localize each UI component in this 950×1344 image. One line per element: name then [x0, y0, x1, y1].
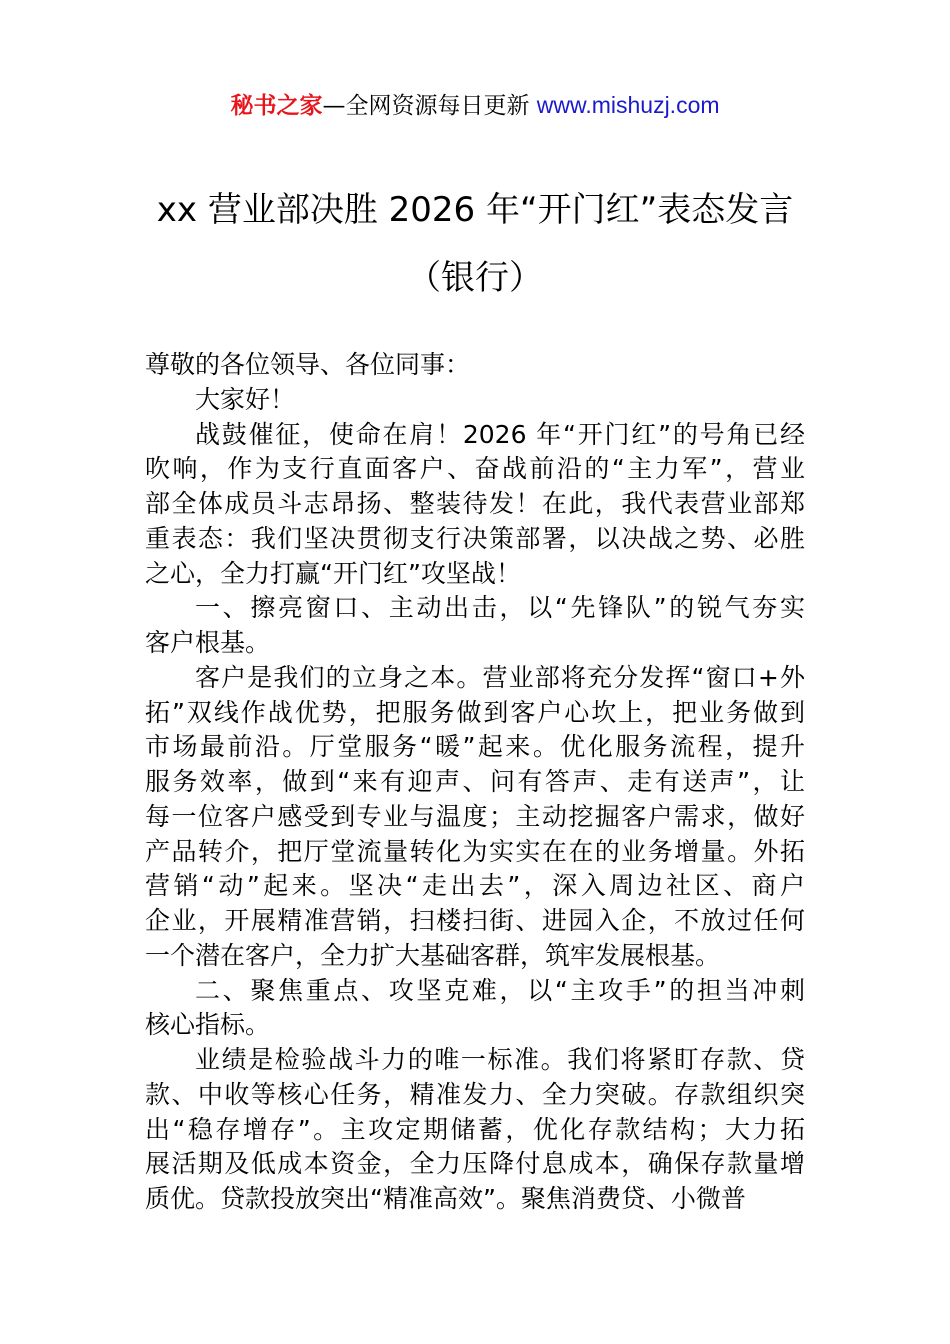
- text-line: 企业，开展精准营销，扫楼扫街、进园入企，不放过任何: [145, 906, 805, 935]
- document-subtitle: （银行）: [407, 258, 543, 298]
- paragraph: [145, 348, 805, 383]
- brand-name: 秘书之家: [230, 93, 323, 119]
- text-line: 业绩是检验战斗力的唯一标准。我们将紧盯存款、贷: [195, 1045, 805, 1074]
- text-line: 客户是我们的立身之本。营业部将充分发挥“窗口+外: [195, 662, 805, 692]
- text-line: 质优。贷款投放突出“精准高效”。聚焦消费贷、小微普: [145, 1184, 746, 1213]
- paragraph: [145, 974, 805, 1044]
- text-line: 客户根基。: [145, 628, 271, 657]
- text-line: 款、中收等核心任务，精准发力、全力突破。存款组织突: [145, 1079, 805, 1109]
- text-line: 出“稳存增存”。主攻定期储蓄，优化存款结构；大力拓: [145, 1114, 805, 1144]
- text-line: 重表态：我们坚决贯彻支行决策部署，以决战之势、必胜: [145, 523, 805, 553]
- paragraph: [145, 383, 805, 418]
- text-line: 一、擦亮窗口、主动出击，以“先锋队”的锐气夯实: [195, 593, 805, 623]
- text-line: 产品转介，把厅堂流量转化为实实在在的业务增量。外拓: [145, 836, 805, 866]
- text-line: 市场最前沿。厅堂服务“暖”起来。优化服务流程，提升: [145, 732, 805, 762]
- site-banner: [0, 88, 950, 123]
- text-line: 尊敬的各位领导、各位同事：: [145, 350, 471, 379]
- text-line: 服务效率，做到“来有迎声、问有答声、走有送声”，让: [145, 767, 805, 796]
- text-line: 部全体成员斗志昂扬、整装待发！在此，我代表营业部郑: [145, 489, 805, 518]
- text-line: 大家好！: [195, 384, 296, 414]
- paragraph: [145, 1043, 805, 1217]
- text-line: 展活期及低成本资金，全力压降付息成本，确保存款量增: [145, 1149, 805, 1179]
- text-line: 核心指标。: [145, 1010, 271, 1040]
- paragraph: [145, 661, 805, 974]
- text-line: 二、聚焦重点、攻坚克难，以“主攻手”的担当冲刺: [195, 975, 805, 1005]
- text-line: 营销“动”起来。坚决“走出去”，深入周边社区、商户: [145, 871, 805, 901]
- site-url-link[interactable]: www.mishuzj.com: [536, 92, 720, 118]
- text-line: 吹响，作为支行直面客户、奋战前沿的“主力军”，营业: [145, 454, 805, 484]
- text-line: 一个潜在客户，全力扩大基础客群，筑牢发展根基。: [145, 940, 721, 970]
- text-line: 每一位客户感受到专业与温度；主动挖掘客户需求，做好: [145, 801, 805, 831]
- banner-tagline: —全网资源每日更新: [322, 93, 537, 119]
- document-title: xx 营业部决胜 2026 年“开门红”表态发言: [156, 190, 794, 230]
- document-body: [145, 348, 805, 1217]
- text-line: 战鼓催征，使命在肩！2026 年“开门红”的号角已经: [195, 419, 805, 449]
- paragraph: [145, 591, 805, 661]
- text-line: 拓”双线作战优势，把服务做到客户心坎上，把业务做到: [145, 697, 805, 727]
- text-line: 之心，全力打赢“开门红”攻坚战！: [145, 558, 521, 588]
- paragraph: [145, 418, 805, 592]
